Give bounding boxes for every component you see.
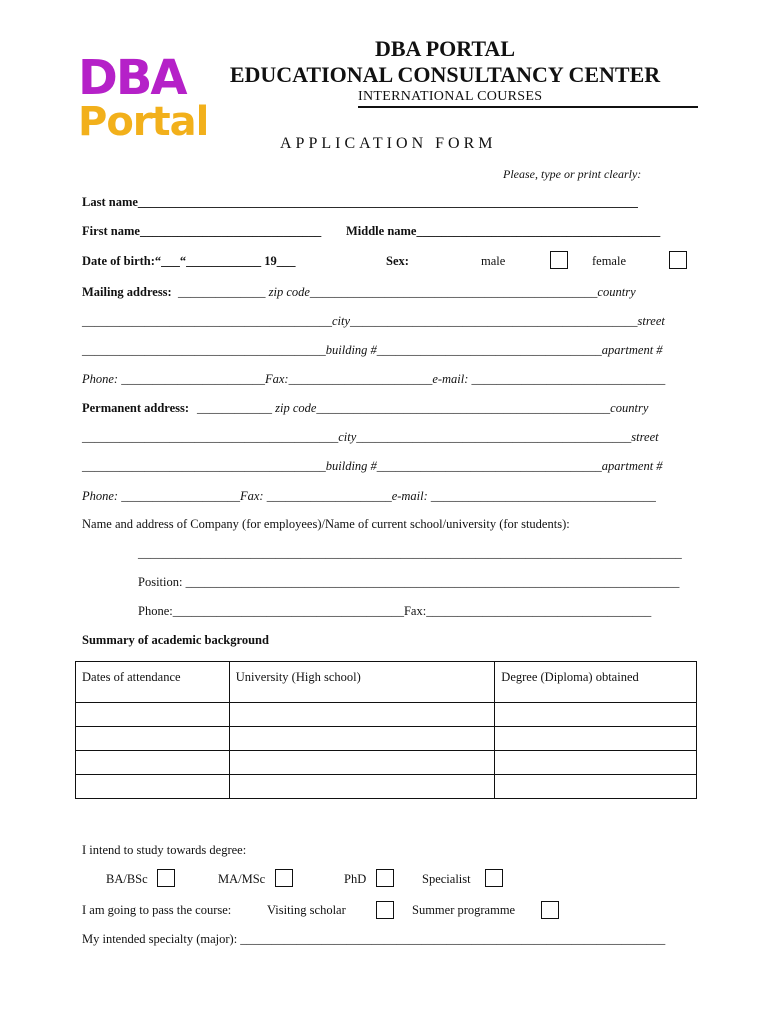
table-cell[interactable] bbox=[495, 751, 697, 775]
table-header-row bbox=[76, 662, 697, 703]
mailing-zip-country-field[interactable]: ______________ zip code______________________________________________country bbox=[178, 285, 636, 299]
logo-portal-text: Portal bbox=[78, 99, 209, 145]
mailing-city-street-field[interactable]: ________________________________________city______________________________________________street bbox=[82, 314, 665, 328]
table-cell[interactable] bbox=[76, 775, 230, 799]
table-header-university: University (High school) bbox=[229, 662, 495, 703]
table-row bbox=[76, 751, 697, 775]
mailing-phone-fax-email-field[interactable]: Phone: _______________________Fax:_______________________e-mail: _______________________________ bbox=[82, 372, 666, 386]
date-of-birth-field[interactable]: Date of birth:“___“____________ 19___ bbox=[82, 254, 296, 268]
intend-degree-label: I intend to study towards degree: bbox=[82, 843, 247, 857]
female-checkbox[interactable] bbox=[669, 251, 687, 269]
mailing-address-label: Mailing address: bbox=[82, 285, 172, 299]
table-cell[interactable] bbox=[76, 751, 230, 775]
course-summer-label: Summer programme bbox=[412, 903, 516, 917]
degree-ba-label: BA/BSc bbox=[106, 872, 148, 886]
table-cell[interactable] bbox=[229, 727, 495, 751]
company-label: Name and address of Company (for employees)/Name of current school/university (for students): bbox=[82, 517, 570, 531]
middle-name-field[interactable]: Middle name_______________________________________ bbox=[346, 224, 661, 238]
academic-summary-label: Summary of academic background bbox=[82, 633, 269, 647]
table-row bbox=[76, 703, 697, 727]
position-field[interactable]: Position: _______________________________________________________________________________ bbox=[138, 575, 680, 589]
table-cell[interactable] bbox=[76, 727, 230, 751]
table-cell[interactable] bbox=[229, 751, 495, 775]
header-title-2: EDUCATIONAL CONSULTANCY CENTER bbox=[229, 62, 661, 87]
mailing-building-apartment-field[interactable]: _______________________________________building #____________________________________apartment # bbox=[82, 343, 663, 357]
form-title: APPLICATION FORM bbox=[280, 135, 497, 152]
permanent-city-street-field[interactable]: _________________________________________city____________________________________________street bbox=[82, 430, 659, 444]
permanent-building-apartment-field[interactable]: _______________________________________building #____________________________________apartment # bbox=[82, 459, 663, 473]
company-name-field[interactable]: _______________________________________________________________________________________ bbox=[138, 546, 682, 560]
table-cell[interactable] bbox=[229, 703, 495, 727]
company-phone-fax-field[interactable]: Phone:_____________________________________Fax:____________________________________ bbox=[138, 604, 652, 618]
dba-portal-logo bbox=[78, 50, 209, 146]
permanent-phone-fax-email-field[interactable]: Phone: ___________________Fax: ____________________e-mail: ____________________________________ bbox=[82, 489, 656, 503]
sex-label: Sex: bbox=[386, 254, 409, 268]
header-title-1: DBA PORTAL bbox=[374, 36, 515, 61]
course-label: I am going to pass the course: bbox=[82, 903, 232, 917]
degree-phd-checkbox[interactable] bbox=[376, 869, 394, 887]
table-header-dates: Dates of attendance bbox=[76, 662, 230, 703]
specialty-field[interactable]: My intended specialty (major): ____________________________________________________________________ bbox=[82, 932, 666, 946]
female-label: female bbox=[592, 254, 627, 268]
degree-ba-checkbox[interactable] bbox=[157, 869, 175, 887]
degree-phd-label: PhD bbox=[344, 872, 367, 886]
degree-specialist-label: Specialist bbox=[422, 872, 471, 886]
degree-ma-checkbox[interactable] bbox=[275, 869, 293, 887]
form-instruction: Please, type or print clearly: bbox=[503, 167, 642, 181]
degree-specialist-checkbox[interactable] bbox=[485, 869, 503, 887]
permanent-address-label: Permanent address: bbox=[82, 401, 190, 415]
header-subtitle: INTERNATIONAL COURSES bbox=[358, 89, 543, 104]
male-label: male bbox=[481, 254, 506, 268]
table-cell[interactable] bbox=[76, 703, 230, 727]
permanent-zip-country-field[interactable]: ____________ zip code_______________________________________________country bbox=[197, 401, 649, 415]
table-cell[interactable] bbox=[495, 703, 697, 727]
degree-ma-label: MA/MSc bbox=[218, 872, 266, 886]
table-row bbox=[76, 775, 697, 799]
table-cell[interactable] bbox=[495, 727, 697, 751]
table-cell[interactable] bbox=[495, 775, 697, 799]
course-visiting-label: Visiting scholar bbox=[267, 903, 346, 917]
course-summer-checkbox[interactable] bbox=[541, 901, 559, 919]
last-name-field[interactable]: Last name________________________________________________________________________________ bbox=[82, 195, 638, 209]
male-checkbox[interactable] bbox=[550, 251, 568, 269]
logo-dba-text: DBA bbox=[78, 50, 186, 106]
academic-background-table bbox=[75, 661, 697, 799]
table-header-degree: Degree (Diploma) obtained bbox=[495, 662, 697, 703]
header-rule bbox=[358, 106, 698, 108]
first-name-field[interactable]: First name_____________________________ bbox=[82, 224, 322, 238]
table-cell[interactable] bbox=[229, 775, 495, 799]
course-visiting-checkbox[interactable] bbox=[376, 901, 394, 919]
table-row bbox=[76, 727, 697, 751]
